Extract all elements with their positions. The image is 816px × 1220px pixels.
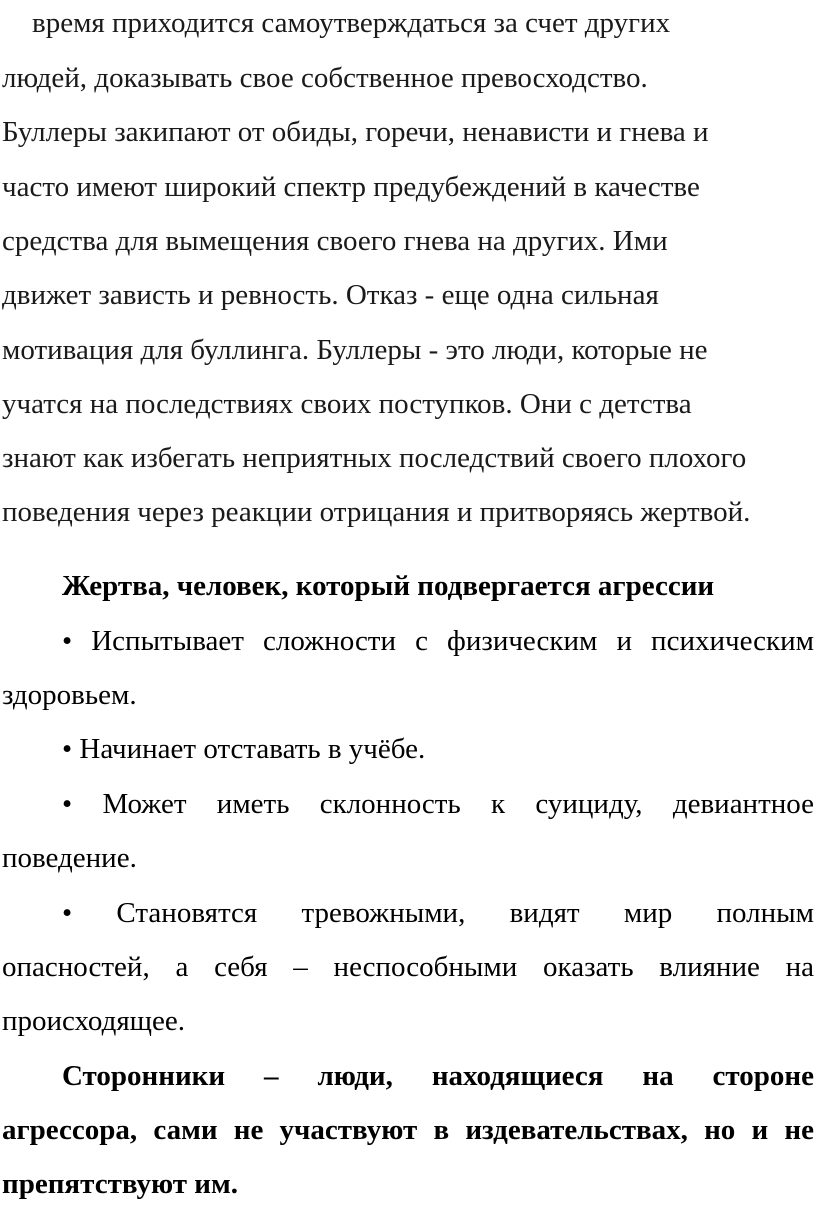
bullet-item-study: • Начинает отставать в учёбе. — [62, 733, 426, 765]
victim-heading: Жертва, человек, который подвергается агрессии — [62, 570, 715, 602]
paragraph-line: часто имеют широкий спектр предубеждений в качестве — [2, 171, 700, 203]
bullet-item-anxiety: • Становятся тревожными, видят мир полным — [62, 897, 814, 929]
supporters-heading: Сторонники – люди, находящиеся на стороне — [62, 1060, 814, 1092]
bullet-item-health: • Испытывает сложности с физическим и психическим — [62, 625, 814, 657]
bullet-item-suicide-continuation: поведение. — [2, 842, 137, 874]
paragraph-line: людей, доказывать свое собственное превосходство. — [2, 62, 648, 94]
paragraph-line: учатся на последствиях своих поступков. Они с детства — [2, 388, 692, 420]
bullet-item-anxiety-continuation: опасностей, а себя – неспособными оказать влияние на — [2, 951, 814, 983]
supporters-heading-continuation: агрессора, сами не участвуют в издевательствах, но и не — [2, 1114, 814, 1146]
bullet-item-suicide: • Может иметь склонность к суициду, девиантное — [62, 788, 814, 820]
paragraph-line: Буллеры закипают от обиды, горечи, ненависти и гнева и — [2, 116, 709, 148]
bullet-item-anxiety-continuation: происходящее. — [2, 1005, 186, 1037]
bullet-item-health-continuation: здоровьем. — [2, 679, 137, 711]
supporters-heading-continuation: препятствуют им. — [2, 1168, 238, 1200]
paragraph-line: знают как избегать неприятных последствий своего плохого — [2, 442, 747, 474]
paragraph-line: средства для вымещения своего гнева на других. Ими — [2, 225, 668, 257]
paragraph-line: время приходится самоутверждаться за счет других — [32, 7, 671, 39]
paragraph-line: движет зависть и ревность. Отказ - еще одна сильная — [2, 279, 659, 311]
paragraph-line: мотивация для буллинга. Буллеры - это люди, которые не — [2, 334, 708, 366]
paragraph-line: поведения через реакции отрицания и притворяясь жертвой. — [2, 496, 751, 528]
